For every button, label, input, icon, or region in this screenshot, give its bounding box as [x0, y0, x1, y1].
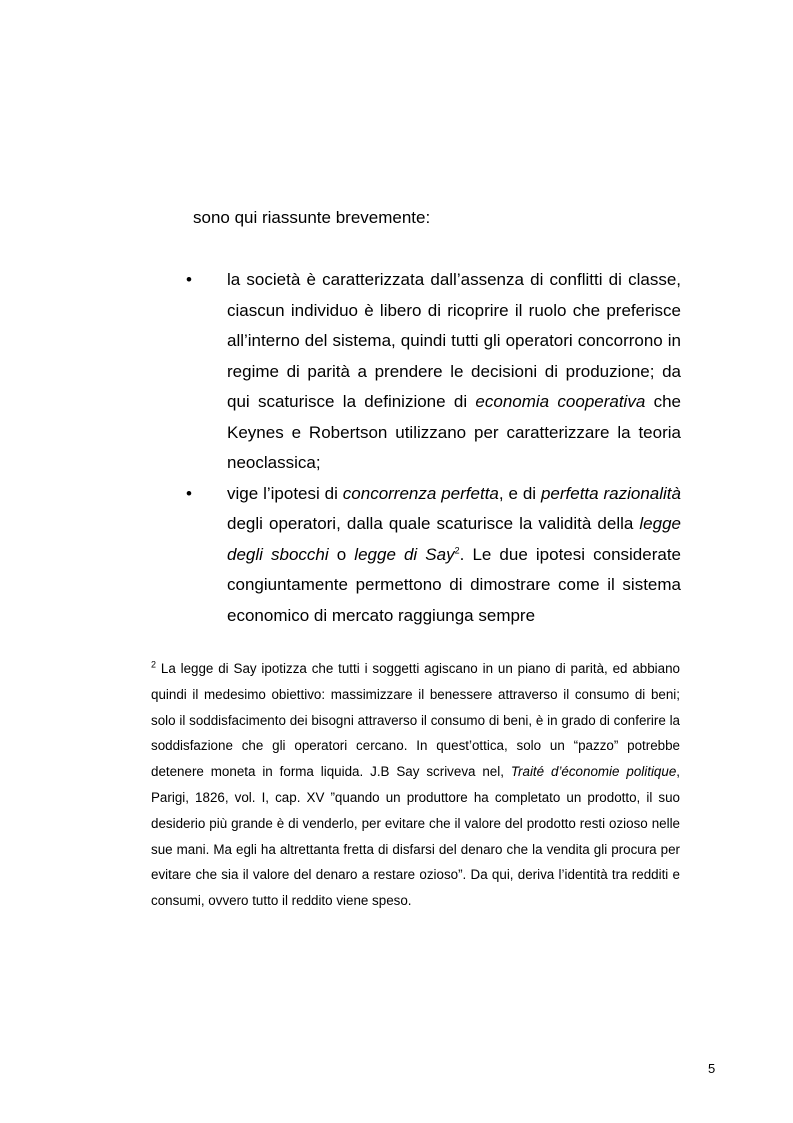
bullet-icon: • — [186, 270, 192, 289]
italic-term: Traité d’économie politique — [510, 764, 677, 780]
text-segment: , Parigi, 1826, vol. I, cap. XV ”quando un produttore ha completato un prodotto, il suo desiderio più grande è di venderlo, per evitare che il valore del prodotto resti ozioso nelle sue mani. Ma egli ha altrettanta fretta di disfarsi del denaro che la vendita gli procura per evitare che sia il valore del denaro a restare ozioso”. Da qui, deriva l’identità tra redditi e consumi, ovvero tutto il reddito viene speso. — [151, 764, 680, 909]
text-segment: che Keynes e Robertson utilizzano per caratterizzare la teoria neoclassica; — [227, 392, 681, 472]
footnote — [151, 656, 680, 914]
footnote-reference: 2 — [454, 544, 460, 555]
text-segment: La legge di Say ipotizza che tutti i soggetti agiscano in un piano di parità, ed abbiano quindi il medesimo obiettivo: massimizzare il benessere attraverso il consumo di beni; solo il soddisfacimento dei bisogni attraverso il consumo di beni, è in grado di conferire la soddisfazione che gli operatori cercano. In quest’ottica, solo un “pazzo” potrebbe detenere moneta in forma liquida. J.B Say scriveva nel, — [151, 661, 680, 780]
text-segment: degli operatori, dalla quale scaturisce la validità della — [227, 514, 640, 533]
italic-term: economia cooperativa — [475, 392, 646, 411]
bullet-icon: • — [186, 483, 192, 503]
text-segment: , e di — [498, 483, 541, 503]
intro-line: sono qui riassunte brevemente: — [193, 208, 431, 227]
italic-term: perfetta razionalità — [540, 483, 681, 503]
text-segment: o — [328, 544, 355, 564]
italic-term: concorrenza perfetta — [342, 483, 499, 503]
page-number: 5 — [708, 1061, 716, 1076]
italic-term: legge degli sbocchi — [227, 514, 681, 564]
bullet-item — [184, 479, 681, 632]
text-segment: . Le due ipotesi considerate congiuntamente permettono di dimostrare come il sistema economico di mercato raggiunga sempre — [227, 544, 682, 625]
text-segment: vige l’ipotesi di — [227, 483, 343, 503]
text-segment: la società è caratterizzata dall’assenza di conflitti di classe, ciascun individuo è libero di ricoprire il ruolo che preferisce all’interno del sistema, quindi tutti gli operatori concorrono in regime di parità a prendere le decisioni di produzione; da qui scaturisce la definizione di — [227, 270, 681, 411]
italic-term: legge di Say — [354, 544, 455, 564]
footnote-marker: 2 — [151, 659, 157, 670]
bullet-list — [184, 265, 681, 631]
bullet-item — [184, 265, 681, 479]
